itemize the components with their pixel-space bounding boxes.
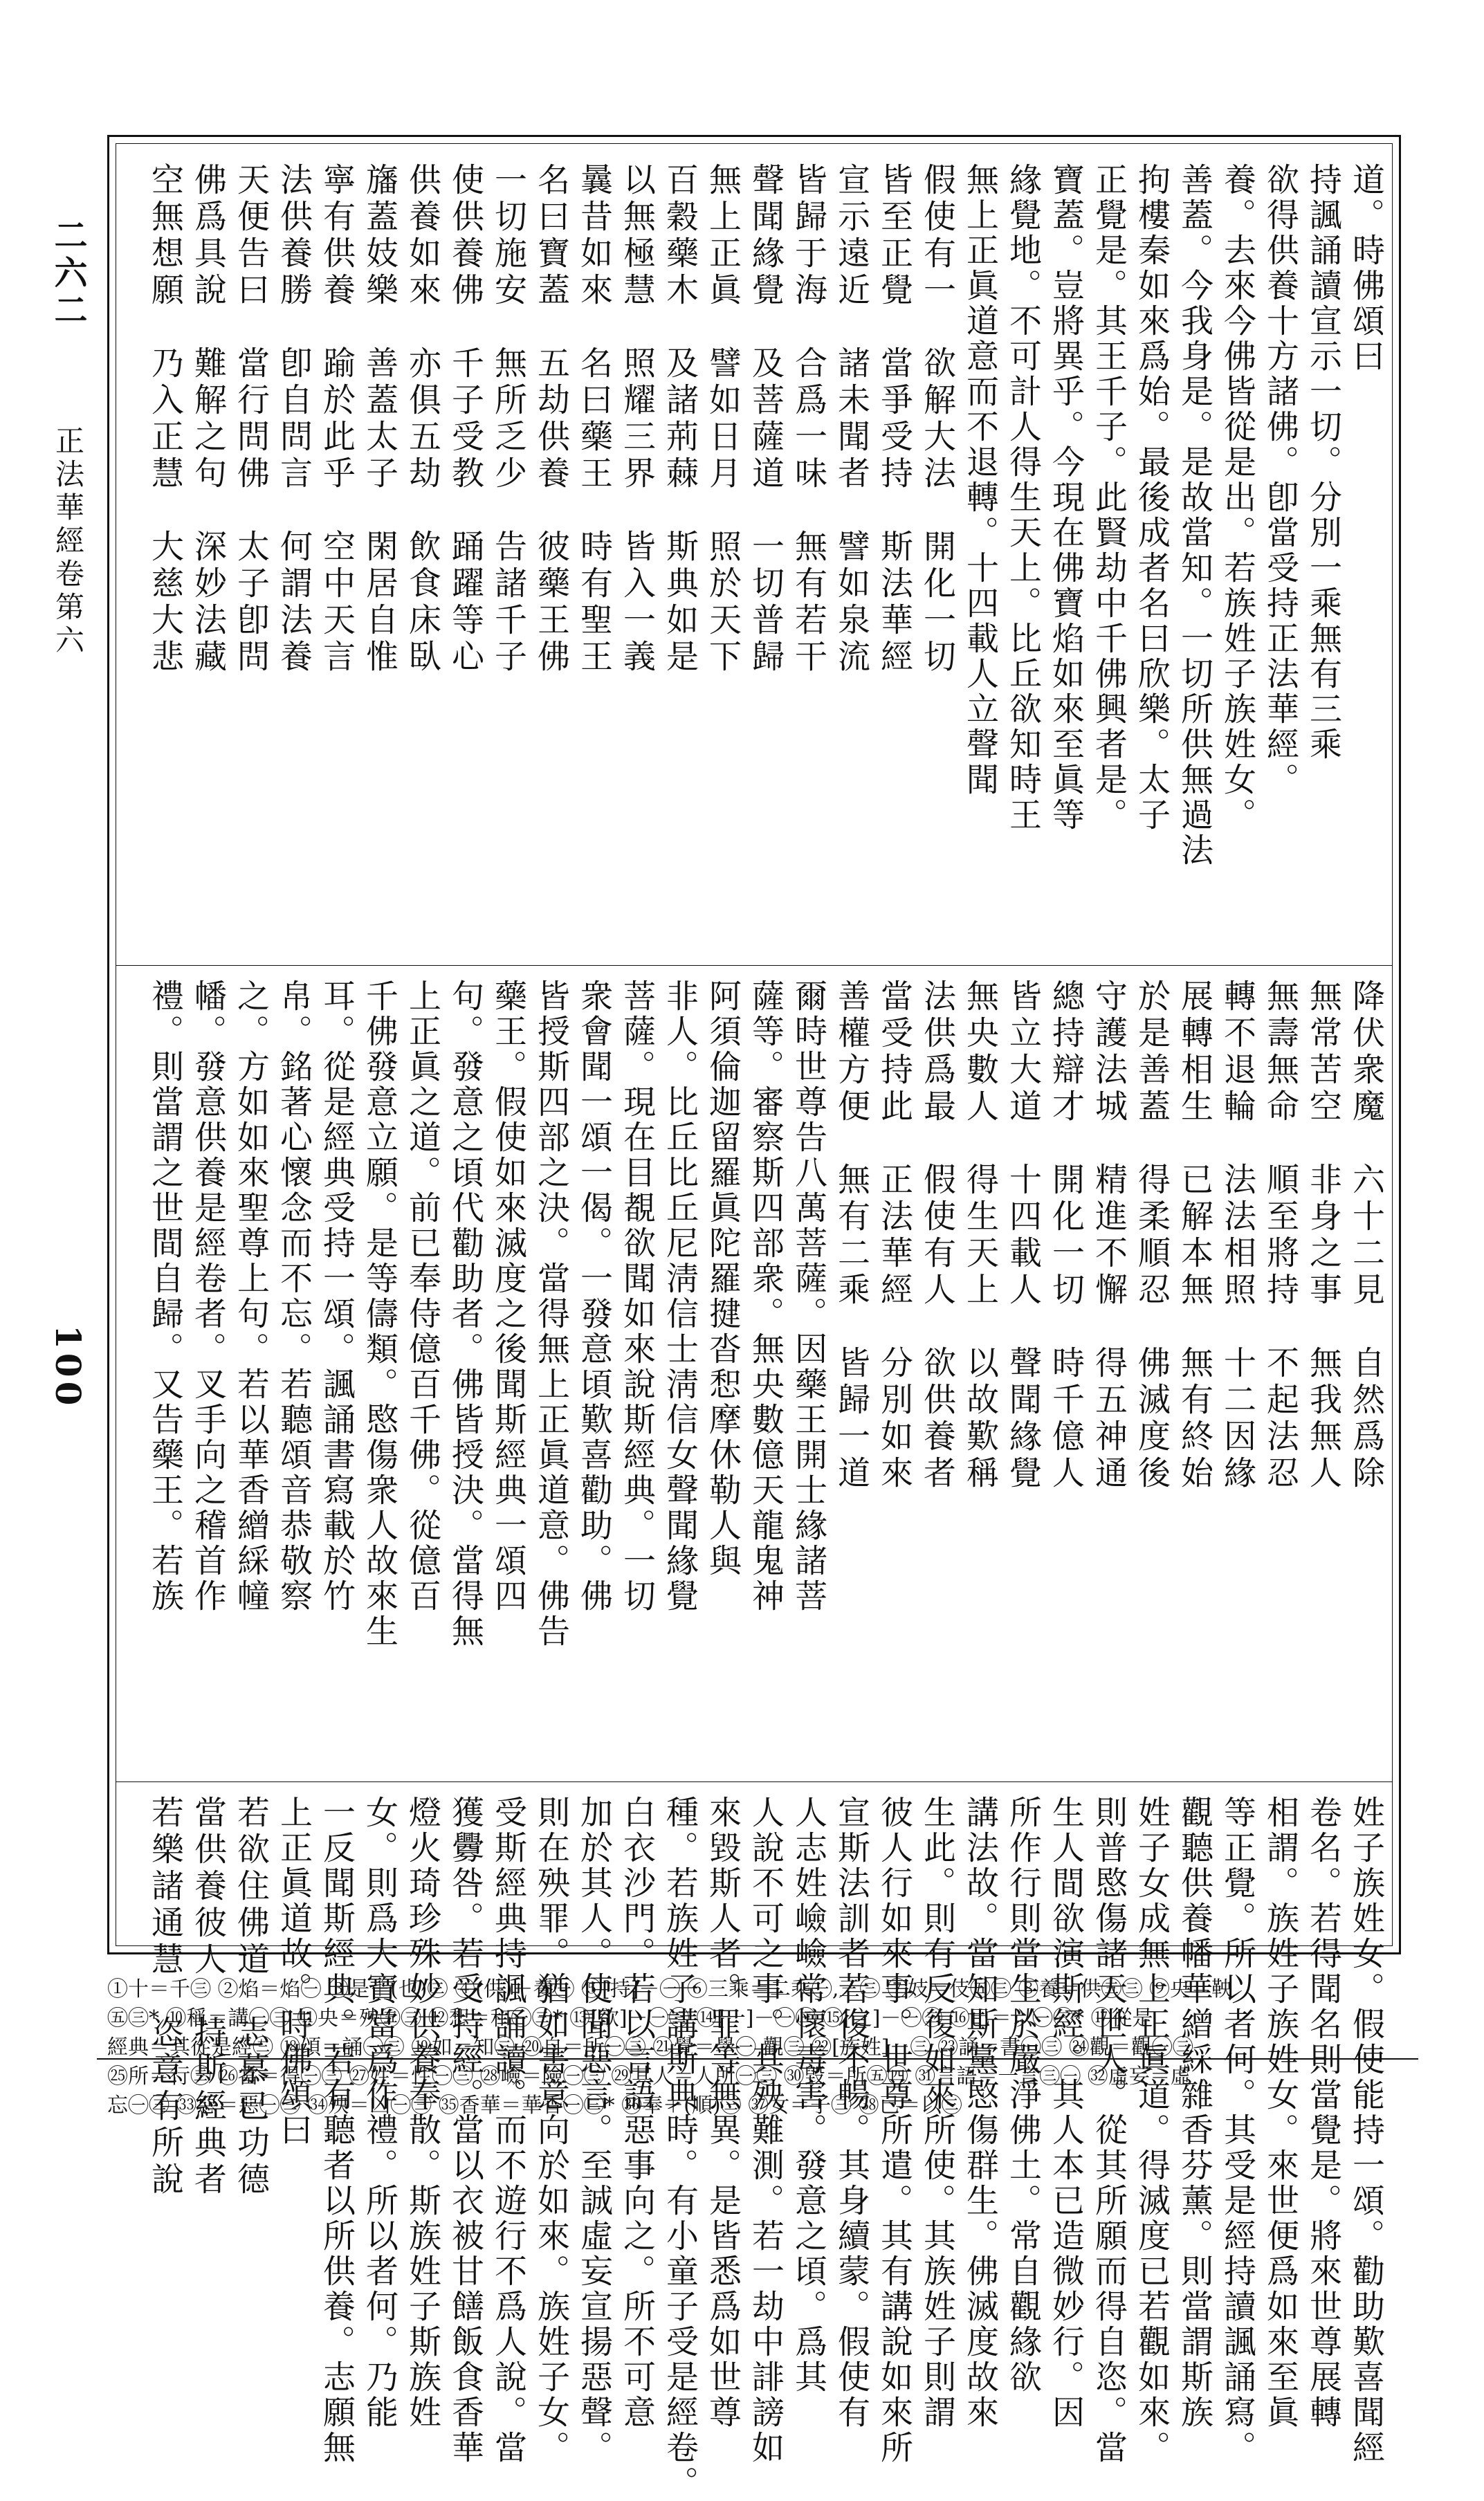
text-column: 菩薩。現在目覩欲聞如來說斯經典。一切 xyxy=(618,979,656,1614)
verse-column: 總持辯才 開化一切 時千億人 xyxy=(1047,979,1085,1492)
verse-column: 皆立大道 十四載人 聲聞緣覺 xyxy=(1004,979,1042,1492)
text-column: 善蓋。今我身是。是故當知。一切所供無過法 xyxy=(1175,163,1213,868)
text-column: 觀聽供養幡華繒綵雜香芬薰。則當謂斯族 xyxy=(1175,1795,1213,2430)
text-column: 禮。則當謂之世間自歸。又告藥王。若族 xyxy=(146,979,184,1614)
verse-column: 供養如來 亦俱五劫 飲食床臥 xyxy=(403,163,441,676)
footnote-line: 經典＝其從是經㊂ ⑱頌＝誦㊀㊂ ⑲如＝知㊂ ⑳自＝所㊀㊂ ㉑覺＝學㊀,觀㊂ ㉒[族姓]－㊂ ㉓誦＝書㊀㊂ ㉔觀＝觀㊀㊂ xyxy=(107,2035,1193,2060)
verse-column: 宣示遠近 諸未聞者 譬如泉流 xyxy=(832,163,870,676)
verse-column: 曩昔如來 名曰藥王 時有聖王 xyxy=(575,163,613,676)
verse-column: 以無極慧 照耀三界 皆入一義 xyxy=(618,163,656,676)
text-column: 生人間欲演斯經。其人本已造微妙行。因 xyxy=(1047,1795,1085,2430)
text-column: 來毀斯人者。罪等無異。是皆悉爲如世尊 xyxy=(704,1795,742,2430)
text-column: 藥王。假使如來滅度之後聞斯經典一頌四 xyxy=(489,979,527,1614)
text-column: 上正眞之道。前已奉侍億百千佛。從億百 xyxy=(403,979,441,1614)
text-section-2 xyxy=(121,979,1387,1761)
text-column: 無上正眞道意而不退轉。十四載人立聲聞 xyxy=(961,163,999,798)
text-column: 女。則爲大寶當爲作禮。所以者何。乃能 xyxy=(360,1795,399,2430)
text-column: 耳。從是經典受持一頌。諷誦書寫載於竹 xyxy=(318,979,356,1614)
text-column: 正覺是。其王千子。此賢劫中千佛興者是。 xyxy=(1090,163,1128,833)
text-column: 講法故。當知斯黨愍傷群生。佛滅度故來 xyxy=(961,1795,999,2430)
text-column: 句。發意之頃代勸助者。佛皆授決。當得無 xyxy=(446,979,484,1649)
verse-column: 皆至正覺 當爭受持 斯法華經 xyxy=(875,163,913,676)
text-column: 之。方如如來聖尊上句。若以華香繒綵幢 xyxy=(232,979,270,1614)
verse-column: 寧有供養 踰於此乎 空中天言 xyxy=(318,163,356,676)
verse-column: 名曰寶蓋 五劫供養 彼藥王佛 xyxy=(532,163,570,676)
verse-column: 聲聞緣覺 及菩薩道 一切普歸 xyxy=(746,163,785,676)
text-column: 一反聞斯經典。若有聽者以所供養。志願無 xyxy=(318,1795,356,2466)
bottom-rule xyxy=(97,2058,1418,2060)
text-column: 上正眞道故。時佛頌曰 xyxy=(275,1795,313,2148)
verse-column: 天便告曰 當行問佛 太子卽問 xyxy=(232,163,270,676)
verse-column: 當受持此 正法華經 分別如來 xyxy=(875,979,913,1492)
text-column: 種。若族姓子講斯典時。有小童子受是經卷。 xyxy=(661,1795,699,2501)
footnote-line: ㉕所＝行㊂ ㉖當＝得㊀㊂ ㉗姓＝性㊀㊂ ㉘嶮＝險㊀㊂ ㉙其人＝人所㊀㊂ ㉚毀＝所㊄㊃ ㉛言語＝一言㊂㊀ ㉜虛妄＝虛 xyxy=(107,2064,1191,2089)
text-column: 獲釁咎。若受持經。當以衣被甘饍飯食香華 xyxy=(446,1795,484,2466)
text-column: 則在殃罪。猶如害意向於如來。族姓子女。 xyxy=(532,1795,570,2466)
text-column: 等正覺。所以者何。其受是經持讀諷誦寫。 xyxy=(1218,1795,1256,2466)
footnote-line: ㊄㊂* ⑩稱＝講㊀㊂ ⑪央＝殃㊄㊂ ⑫惒＝和㊀㊂* ⑬[欲]－㊀㊂ ⑭[一]－㊀㊂ ⑮[之]－㊀㊂ ⑯已＝以㊀㊂* ⑰從是 xyxy=(107,2006,1153,2031)
verse-column: 無央數人 得生天上 以故歎稱 xyxy=(961,979,999,1492)
text-column: 燈火琦珍殊妙供養奉散。斯族姓子斯族姓 xyxy=(403,1795,441,2430)
running-title: 正法華經卷第六 xyxy=(51,425,85,658)
side-page-number: 100 xyxy=(48,1325,89,1410)
text-column: 宣斯法訓者若復不暢。其身續蒙。假使有 xyxy=(832,1795,870,2430)
text-column: 欲得供養十方諸佛。卽當受持正法華經。 xyxy=(1261,163,1299,798)
verse-column: 法供爲最 假使有人 欲供養者 xyxy=(918,979,956,1492)
text-column: 幡。發意供養是經卷者。叉手向之稽首作 xyxy=(189,979,227,1614)
text-column: 持諷誦讀宣示一切。分別一乘無有三乘 xyxy=(1304,163,1342,762)
text-column: 養。去來今佛皆從是出。若族姓子族姓女。 xyxy=(1218,163,1256,833)
text-column: 相謂。族姓子族姓女。來世便爲如來至眞 xyxy=(1261,1795,1299,2430)
verse-column: 皆歸于海 合爲一味 無有若干 xyxy=(789,163,827,676)
verse-column: 若欲住佛道 志慕已功德 xyxy=(232,1795,270,2199)
verse-column: 空無想願 乃入正慧 大慈大悲 xyxy=(146,163,184,676)
verse-column: 無壽無命 順至將持 不起法忍 xyxy=(1261,979,1299,1492)
text-column: 人說不可之事。其殃難測。若一劫中誹謗如 xyxy=(746,1795,785,2466)
text-column: 道。時佛頌曰 xyxy=(1347,163,1385,374)
text-column: 帛。銘著心懷念而不忘。若聽頌音恭敬察 xyxy=(275,979,313,1614)
text-column: 薩等。審察斯四部衆。無央數億天龍鬼神 xyxy=(746,979,785,1614)
verse-column: 旛蓋妓樂 善蓋太子 閑居自惟 xyxy=(360,163,399,676)
verse-column: 於是善蓋 得柔順忍 佛滅度後 xyxy=(1133,979,1171,1492)
text-column: 則普愍傷諸天世人。從其所願而得自恣。當 xyxy=(1090,1795,1128,2466)
text-column: 爾時世尊告八萬菩薩。因藥王開士緣諸菩 xyxy=(789,979,827,1614)
section-divider-2 xyxy=(116,1781,1393,1782)
footnote-line: ①十＝千㊂ ②焰＝焰㊀ ③是＋(也)㊂ ④(供)＋養㊀ ⑤[持]－㊀ ⑥三乘＝二乘㊀,三㊂ ⑦妓＝伎㊄㊂ ⑧養＝供㊄㊂ ⑨央＝鞅 xyxy=(107,1977,1233,2001)
text-column: 拘樓秦如來爲始。最後成者名曰欣樂。太子 xyxy=(1133,163,1171,833)
section-divider-1 xyxy=(116,965,1393,966)
verse-column: 展轉相生 已解本無 無有終始 xyxy=(1175,979,1213,1492)
text-column: 受斯經典持諷誦讀。而不遊行不爲人說。當 xyxy=(489,1795,527,2466)
verse-column: 法供養勝 卽自問言 何謂法養 xyxy=(275,163,313,676)
verse-column: 無常苦空 非身之事 無我無人 xyxy=(1304,979,1342,1492)
text-column: 皆授斯四部之決。當得無上正眞道意。佛告 xyxy=(532,979,570,1649)
verse-column: 假使有一 欲解大法 開化一切 xyxy=(918,163,956,676)
text-column: 所作行則當生於嚴淨佛土。常自觀緣欲 xyxy=(1004,1795,1042,2395)
text-column: 卷名。若得聞名則當覺是。將來世尊展轉 xyxy=(1304,1795,1342,2430)
verse-column: 無上正眞 譬如日月 照於天下 xyxy=(704,163,742,676)
text-column: 加於其人。使聞惡言。至誠虛妄宣揚惡聲。 xyxy=(575,1795,613,2466)
text-column: 白衣沙門。若以言語惡事向之。所不可意 xyxy=(618,1795,656,2430)
verse-column: 轉不退輪 法法相照 十二因緣 xyxy=(1218,979,1256,1492)
text-column: 寶蓋。豈將異乎。今現在佛寶焰如來至眞等 xyxy=(1047,163,1085,833)
text-column: 阿須倫迦留羅眞陀羅揵沓惒摩休勒人與 xyxy=(704,979,742,1579)
text-column: 非人。比丘比丘尼淸信士淸信女聲聞緣覺 xyxy=(661,979,699,1614)
verse-column: 一切施安 無所乏少 告諸千子 xyxy=(489,163,527,676)
text-column: 生此。則有反復如來所使。其族姓子則謂 xyxy=(918,1795,956,2430)
footnote-line: 忘㊀㊂ ㉝惡＝惡㊀㊂ ㉞殃＝凶㊀㊂ ㉟香華＝華香㊀㊂* ㊱奉＋(順)㊂ ㊲女＝子㊂ ㊳已＝以㊂ xyxy=(107,2094,962,2118)
verse-column: 守護法城 精進不懈 得五神通 xyxy=(1090,979,1128,1492)
page-number-top: 二六二 xyxy=(48,218,87,330)
verse-column: 降伏衆魔 六十二見 自然爲除 xyxy=(1347,979,1385,1492)
text-column: 姓子女成無上正眞道。得滅度已若觀如來。 xyxy=(1133,1795,1171,2466)
verse-column: 百穀藥木 及諸荊蕀 斯典如是 xyxy=(661,163,699,676)
text-section-1 xyxy=(121,163,1387,944)
text-column: 千佛發意立願。是等儔類。愍傷衆人故來生 xyxy=(360,979,399,1649)
text-column: 姓子族姓女。假使能持一頌。勸助歎喜聞經 xyxy=(1347,1795,1385,2466)
text-column: 人志姓嶮嶮常懷毒害。發意之頃。爲其 xyxy=(789,1795,827,2395)
text-column: 彼人行如來事。世尊所遣。其有講說如來所 xyxy=(875,1795,913,2466)
verse-column: 若樂諸通慧 恣意有所說 xyxy=(146,1795,184,2199)
text-column: 衆會聞一頌一偈。一發意頃歎喜勸助。佛 xyxy=(575,979,613,1614)
verse-column: 使供養佛 千子受教 踊躍等心 xyxy=(446,163,484,676)
footnotes xyxy=(107,1975,1408,2120)
verse-column: 善權方便 無有二乘 皆歸一道 xyxy=(832,979,870,1492)
text-column: 緣覺地。不可計人得生天上。比丘欲知時王 xyxy=(1004,163,1042,833)
verse-column: 佛爲具說 難解之句 深妙法藏 xyxy=(189,163,227,676)
verse-column: 當供養彼人 持斯經典者 xyxy=(189,1795,227,2199)
